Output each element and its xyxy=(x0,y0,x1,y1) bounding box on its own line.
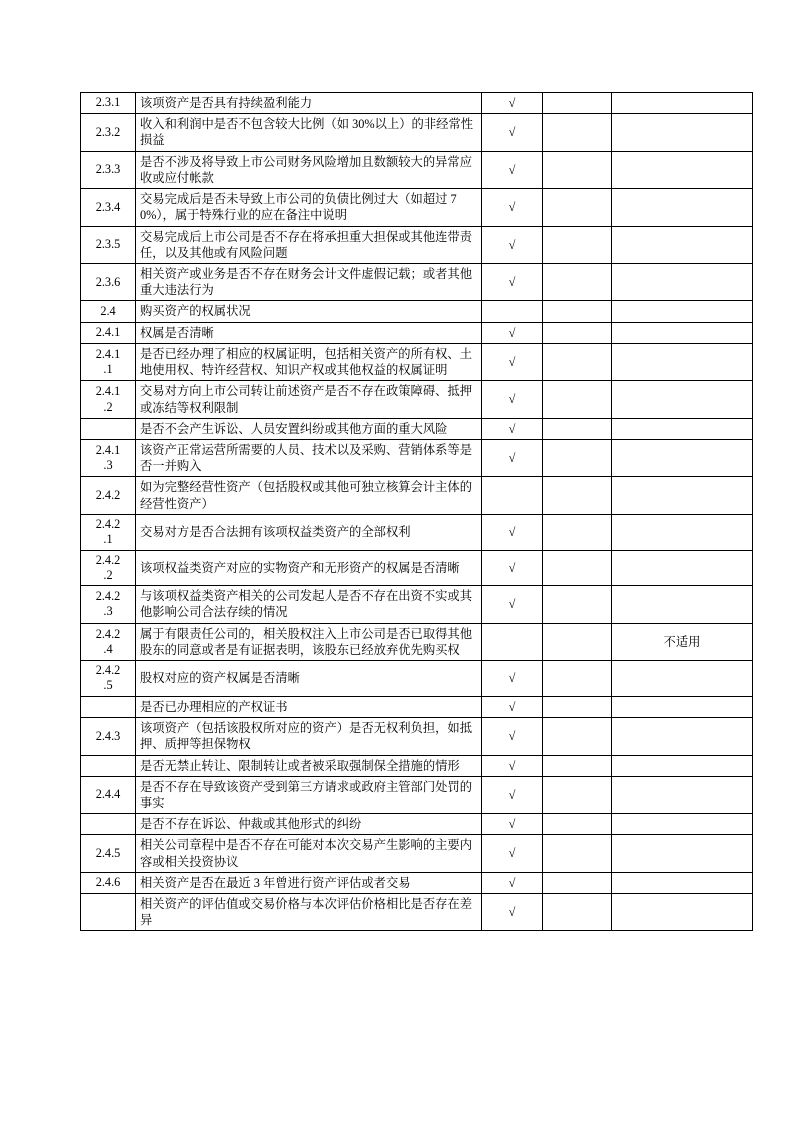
table-row xyxy=(81,93,753,114)
row-number: 2.3.6 xyxy=(81,263,136,300)
table-row xyxy=(81,835,753,872)
row-number: 2.4.6 xyxy=(81,872,136,893)
row-middle-cell[interactable] xyxy=(543,114,612,151)
row-text: 相关资产的评估值或交易价格与本次评估价格相比是否存在差异 xyxy=(136,894,482,931)
row-number: 2.4.5 xyxy=(81,835,136,872)
row-text: 交易完成后上市公司是否不存在将承担重大担保或其他连带责任，以及其他或有风险问题 xyxy=(136,226,482,263)
row-text: 是否无禁止转让、限制转让或者被采取强制保全措施的情形 xyxy=(136,755,482,776)
row-check-mark[interactable]: √ xyxy=(482,439,543,476)
row-number xyxy=(81,550,136,586)
row-check-mark[interactable]: √ xyxy=(482,661,543,697)
row-number: 2.4.1 xyxy=(81,322,136,343)
table-row xyxy=(81,776,753,813)
row-text: 该项权益类资产对应的实物资产和无形资产的权属是否清晰 xyxy=(136,550,482,586)
row-middle-cell[interactable] xyxy=(543,872,612,893)
row-note[interactable] xyxy=(612,586,753,623)
table-row xyxy=(81,586,753,623)
row-middle-cell[interactable] xyxy=(543,343,612,380)
row-middle-cell[interactable] xyxy=(543,381,612,418)
row-check-mark[interactable]: √ xyxy=(482,718,543,755)
row-middle-cell[interactable] xyxy=(543,151,612,188)
row-note[interactable] xyxy=(612,776,753,813)
row-check-mark[interactable]: √ xyxy=(482,263,543,300)
row-check-mark[interactable]: √ xyxy=(482,514,543,550)
row-note[interactable] xyxy=(612,814,753,835)
row-middle-cell[interactable] xyxy=(543,718,612,755)
row-middle-cell[interactable] xyxy=(543,226,612,263)
row-note[interactable] xyxy=(612,696,753,717)
row-note[interactable] xyxy=(612,189,753,226)
row-number xyxy=(81,514,136,550)
row-check-mark[interactable]: √ xyxy=(482,418,543,439)
row-note[interactable] xyxy=(612,835,753,872)
row-text: 收入和利润中是否不包含较大比例（如 30%以上）的非经常性损益 xyxy=(136,114,482,151)
row-text: 购买资产的权属状况 xyxy=(136,301,482,322)
row-number-main: 2.4.2 xyxy=(95,516,121,531)
row-text: 是否不涉及将导致上市公司财务风险增加且数额较大的异常应收或应付帐款 xyxy=(136,151,482,188)
row-number: 2.3.3 xyxy=(81,151,136,188)
row-text: 是否已经办理了相应的权属证明，包括相关资产的所有权、土地使用权、特许经营权、知识产权或其他权益的权属证明 xyxy=(136,343,482,380)
table-row xyxy=(81,814,753,835)
row-text: 该资产正常运营所需要的人员、技术以及采购、营销体系等是否一并购入 xyxy=(136,439,482,476)
row-number: 2.4 xyxy=(81,301,136,322)
table-row xyxy=(81,718,753,755)
row-text: 相关公司章程中是否不存在可能对本次交易产生影响的主要内容或相关投资协议 xyxy=(136,835,482,872)
row-check-mark[interactable]: √ xyxy=(482,586,543,623)
row-number-main: 2.4.2 xyxy=(95,626,121,641)
row-note[interactable] xyxy=(612,418,753,439)
row-check-mark[interactable]: √ xyxy=(482,814,543,835)
row-check-mark[interactable]: √ xyxy=(482,696,543,717)
row-check-mark[interactable]: √ xyxy=(482,776,543,813)
table-row xyxy=(81,343,753,380)
row-text: 与该项权益类资产相关的公司发起人是否不存在出资不实或其他影响公司合法存续的情况 xyxy=(136,586,482,623)
row-check-mark[interactable]: √ xyxy=(482,114,543,151)
row-check-mark[interactable] xyxy=(482,477,543,514)
row-note[interactable] xyxy=(612,322,753,343)
table-row xyxy=(81,755,753,776)
checklist-table xyxy=(80,92,753,931)
table-row xyxy=(81,189,753,226)
table-row xyxy=(81,477,753,514)
row-check-mark[interactable] xyxy=(482,623,543,660)
table-row xyxy=(81,623,753,660)
row-text: 如为完整经营性资产（包括股权或其他可独立核算会计主体的经营性资产） xyxy=(136,477,482,514)
row-check-mark[interactable]: √ xyxy=(482,381,543,418)
row-number xyxy=(81,623,136,660)
row-middle-cell[interactable] xyxy=(543,755,612,776)
row-text: 权属是否清晰 xyxy=(136,322,482,343)
row-number xyxy=(81,343,136,380)
row-middle-cell[interactable] xyxy=(543,93,612,114)
row-note[interactable] xyxy=(612,550,753,586)
row-check-mark[interactable]: √ xyxy=(482,755,543,776)
row-number: 2.3.1 xyxy=(81,93,136,114)
row-middle-cell[interactable] xyxy=(543,894,612,931)
row-middle-cell[interactable] xyxy=(543,814,612,835)
row-number: 2.4.3 xyxy=(81,718,136,755)
table-row xyxy=(81,418,753,439)
row-note[interactable] xyxy=(612,439,753,476)
row-note[interactable] xyxy=(612,263,753,300)
row-note[interactable] xyxy=(612,477,753,514)
table-row xyxy=(81,114,753,151)
row-text: 该项资产是否具有持续盈利能力 xyxy=(136,93,482,114)
row-number: 2.4.2 xyxy=(81,477,136,514)
row-number-main: 2.4.2 xyxy=(95,552,121,567)
row-middle-cell[interactable] xyxy=(543,586,612,623)
row-check-mark[interactable]: √ xyxy=(482,550,543,586)
row-number-sub: .2 xyxy=(103,567,113,582)
row-number-main: 2.4.1 xyxy=(95,346,121,361)
row-note[interactable] xyxy=(612,661,753,697)
table-row xyxy=(81,381,753,418)
row-number xyxy=(81,894,136,931)
row-middle-cell[interactable] xyxy=(543,623,612,660)
row-middle-cell[interactable] xyxy=(543,322,612,343)
row-number-main: 2.4.1 xyxy=(95,384,121,399)
row-text: 交易完成后是否未导致上市公司的负债比例过大（如超过 70%），属于特殊行业的应在备注中说明 xyxy=(136,189,482,226)
row-number: 2.3.2 xyxy=(81,114,136,151)
row-number xyxy=(81,418,136,439)
row-number-sub: .2 xyxy=(103,399,113,414)
table-row xyxy=(81,151,753,188)
row-check-mark[interactable]: √ xyxy=(482,343,543,380)
table-row xyxy=(81,696,753,717)
row-note[interactable] xyxy=(612,894,753,931)
row-note[interactable] xyxy=(612,872,753,893)
row-text: 是否不存在导致该资产受到第三方请求或政府主管部门处罚的事实 xyxy=(136,776,482,813)
row-text: 是否已办理相应的产权证书 xyxy=(136,696,482,717)
row-middle-cell[interactable] xyxy=(543,263,612,300)
table-row xyxy=(81,439,753,476)
table-row xyxy=(81,872,753,893)
row-number xyxy=(81,696,136,717)
row-note[interactable]: 不适用 xyxy=(612,623,753,660)
row-text: 该项资产（包括该股权所对应的资产）是否无权利负担，如抵押、质押等担保物权 xyxy=(136,718,482,755)
row-note[interactable] xyxy=(612,514,753,550)
table-row xyxy=(81,514,753,550)
row-check-mark[interactable]: √ xyxy=(482,151,543,188)
table-row xyxy=(81,301,753,322)
row-number: 2.4.4 xyxy=(81,776,136,813)
row-number xyxy=(81,381,136,418)
row-middle-cell[interactable] xyxy=(543,189,612,226)
row-middle-cell[interactable] xyxy=(543,696,612,717)
row-check-mark[interactable] xyxy=(482,301,543,322)
row-check-mark[interactable]: √ xyxy=(482,322,543,343)
row-check-mark[interactable]: √ xyxy=(482,872,543,893)
row-middle-cell[interactable] xyxy=(543,418,612,439)
row-note[interactable] xyxy=(612,718,753,755)
row-text: 是否不会产生诉讼、人员安置纠纷或其他方面的重大风险 xyxy=(136,418,482,439)
row-number-sub: .1 xyxy=(103,532,113,547)
row-note[interactable] xyxy=(612,226,753,263)
row-text: 交易对方向上市公司转让前述资产是否不存在政策障碍、抵押或冻结等权利限制 xyxy=(136,381,482,418)
row-middle-cell[interactable] xyxy=(543,477,612,514)
row-number: 2.3.5 xyxy=(81,226,136,263)
row-middle-cell[interactable] xyxy=(543,514,612,550)
row-note[interactable] xyxy=(612,151,753,188)
row-number-main: 2.4.2 xyxy=(95,663,121,678)
table-row xyxy=(81,226,753,263)
row-number xyxy=(81,661,136,697)
table-row xyxy=(81,263,753,300)
row-number xyxy=(81,814,136,835)
row-number-main: 2.4.1 xyxy=(95,442,121,457)
row-text: 属于有限责任公司的，相关股权注入上市公司是否已取得其他股东的同意或者是有证据表明，该股东已经放弃优先购买权 xyxy=(136,623,482,660)
row-number xyxy=(81,439,136,476)
table-row xyxy=(81,894,753,931)
row-middle-cell[interactable] xyxy=(543,550,612,586)
row-number: 2.3.4 xyxy=(81,189,136,226)
row-check-mark[interactable]: √ xyxy=(482,894,543,931)
table-row xyxy=(81,322,753,343)
row-number-sub: .3 xyxy=(103,604,113,619)
row-middle-cell[interactable] xyxy=(543,835,612,872)
row-text: 相关资产或业务是否不存在财务会计文件虚假记载；或者其他重大违法行为 xyxy=(136,263,482,300)
row-note[interactable] xyxy=(612,93,753,114)
row-check-mark[interactable]: √ xyxy=(482,226,543,263)
row-number-sub: .5 xyxy=(103,678,113,693)
row-text: 股权对应的资产权属是否清晰 xyxy=(136,661,482,697)
row-check-mark[interactable]: √ xyxy=(482,189,543,226)
row-note[interactable] xyxy=(612,343,753,380)
row-number-main: 2.4.2 xyxy=(95,589,121,604)
row-middle-cell[interactable] xyxy=(543,439,612,476)
row-number-sub: .3 xyxy=(103,458,113,473)
row-note[interactable] xyxy=(612,114,753,151)
row-text: 相关资产是否在最近 3 年曾进行资产评估或者交易 xyxy=(136,872,482,893)
row-middle-cell[interactable] xyxy=(543,776,612,813)
row-number xyxy=(81,586,136,623)
row-check-mark[interactable]: √ xyxy=(482,835,543,872)
row-number-sub: .4 xyxy=(103,641,113,656)
row-check-mark[interactable]: √ xyxy=(482,93,543,114)
row-note[interactable] xyxy=(612,301,753,322)
row-text: 是否不存在诉讼、仲裁或其他形式的纠纷 xyxy=(136,814,482,835)
row-number xyxy=(81,755,136,776)
row-middle-cell[interactable] xyxy=(543,301,612,322)
row-note[interactable] xyxy=(612,381,753,418)
table-row xyxy=(81,661,753,697)
row-middle-cell[interactable] xyxy=(543,661,612,697)
table-row xyxy=(81,550,753,586)
checklist-table-body xyxy=(81,93,753,931)
row-note[interactable] xyxy=(612,755,753,776)
row-number-sub: .1 xyxy=(103,362,113,377)
row-text: 交易对方是否合法拥有该项权益类资产的全部权利 xyxy=(136,514,482,550)
